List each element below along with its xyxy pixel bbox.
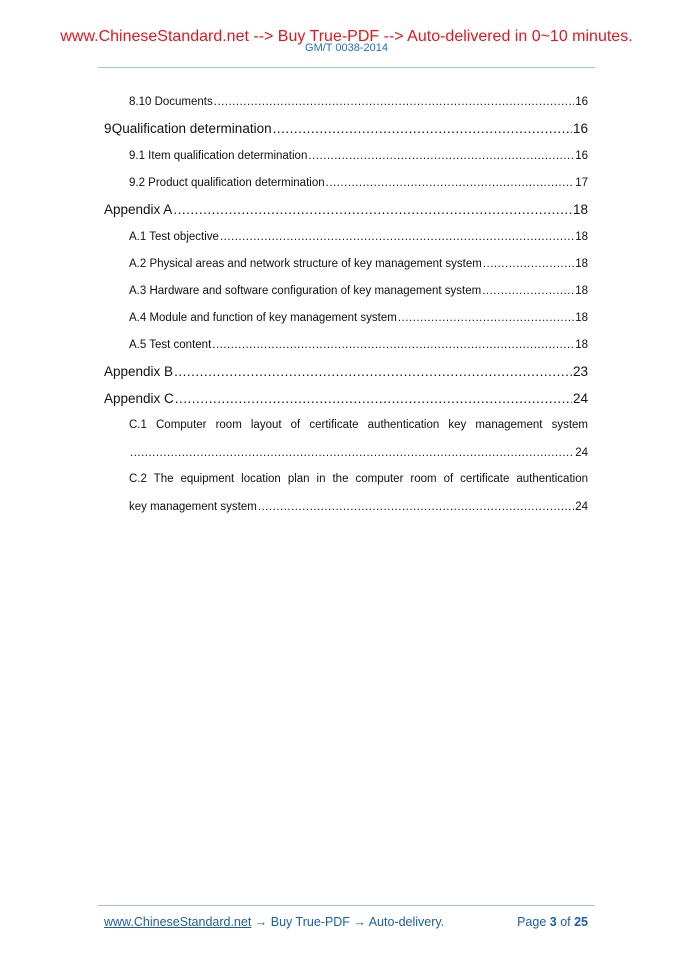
table-of-contents (104, 88, 588, 520)
toc-leader-dots (258, 501, 574, 513)
toc-entry-page: 16 (575, 149, 588, 162)
toc-leader-dots (482, 285, 574, 297)
toc-entry[interactable] (104, 331, 588, 358)
toc-entry[interactable] (104, 412, 588, 466)
toc-entry-page: 18 (575, 338, 588, 351)
toc-entry[interactable] (104, 277, 588, 304)
toc-entry-title: A.2 Physical areas and network structure of key management system (129, 257, 482, 270)
footer-site-link[interactable]: www.ChineseStandard.net (104, 915, 252, 929)
toc-entry[interactable] (104, 304, 588, 331)
toc-entry-number: 9 (104, 121, 112, 136)
toc-entry[interactable] (104, 385, 588, 412)
toc-entry-page: 24 (572, 391, 588, 406)
toc-entry-title: A.4 Module and function of key management system (129, 311, 397, 324)
toc-leader-dots (273, 121, 572, 136)
toc-entry-title: C.2 The equipment location plan in the computer room of certificate authentication (129, 473, 588, 485)
toc-entry-page: 16 (572, 121, 588, 136)
toc-entry-title: 9.1 Item qualification determination (129, 149, 308, 162)
footer-divider (98, 905, 595, 906)
page-footer (104, 914, 588, 930)
toc-entry-title: 8.10 Documents (129, 95, 213, 108)
toc-entry-title: C.1 Computer room layout of certificate authentication key management system (129, 419, 588, 431)
page-current: 3 (549, 915, 557, 929)
page-of: of (556, 915, 575, 929)
header-divider (98, 67, 595, 68)
toc-entry-title: Appendix C (104, 391, 174, 406)
page-total: 25 (574, 915, 588, 929)
toc-entry[interactable] (104, 115, 588, 142)
toc-entry[interactable] (104, 223, 588, 250)
toc-entry-title: Qualification determination (111, 121, 272, 136)
toc-entry-title: A.1 Test objective (129, 230, 219, 243)
toc-entry-title: A.5 Test content (129, 338, 212, 351)
toc-entry[interactable] (104, 466, 588, 520)
page-prefix: Page (517, 915, 550, 929)
toc-entry-page: 17 (575, 176, 588, 189)
toc-entry[interactable] (104, 142, 588, 169)
toc-entry-title: Appendix B (104, 364, 174, 379)
toc-leader-dots (308, 150, 574, 162)
toc-entry-page: 18 (575, 230, 588, 243)
header-banner[interactable]: www.ChineseStandard.net --> Buy True-PDF --> Auto-delivered in 0~10 minutes. (60, 28, 633, 45)
toc-leader-dots (326, 177, 575, 189)
toc-entry-page: 18 (575, 311, 588, 324)
toc-entry[interactable] (104, 358, 588, 385)
toc-leader-dots (130, 447, 574, 459)
toc-entry-page: 18 (575, 257, 588, 270)
toc-entry-page: 16 (575, 95, 588, 108)
page-number (517, 914, 588, 930)
toc-entry-title: Appendix A (104, 202, 173, 217)
toc-leader-dots (174, 364, 572, 379)
toc-entry[interactable] (104, 250, 588, 277)
toc-leader-dots (214, 96, 574, 108)
toc-entry-page: 18 (572, 202, 588, 217)
toc-entry[interactable] (104, 88, 588, 115)
toc-entry-page: 24 (575, 446, 588, 459)
toc-entry[interactable] (104, 169, 588, 196)
toc-leader-dots (175, 391, 572, 406)
toc-entry[interactable] (104, 196, 588, 223)
document-code: GM/T 0038-2014 (305, 42, 388, 54)
toc-leader-dots (220, 231, 574, 243)
toc-entry-title-continued: key management system (129, 500, 257, 513)
toc-entry-title: 9.2 Product qualification determination (129, 176, 325, 189)
toc-entry-title: A.3 Hardware and software configuration of key management system (129, 284, 482, 297)
toc-leader-dots (173, 202, 572, 217)
toc-entry-page: 24 (575, 500, 588, 513)
toc-entry-page: 23 (572, 364, 588, 379)
footer-tagline: → Buy True-PDF → Auto-delivery. (251, 915, 445, 929)
toc-leader-dots (483, 258, 574, 270)
toc-leader-dots (398, 312, 574, 324)
toc-entry-page: 18 (575, 284, 588, 297)
toc-leader-dots (212, 339, 574, 351)
